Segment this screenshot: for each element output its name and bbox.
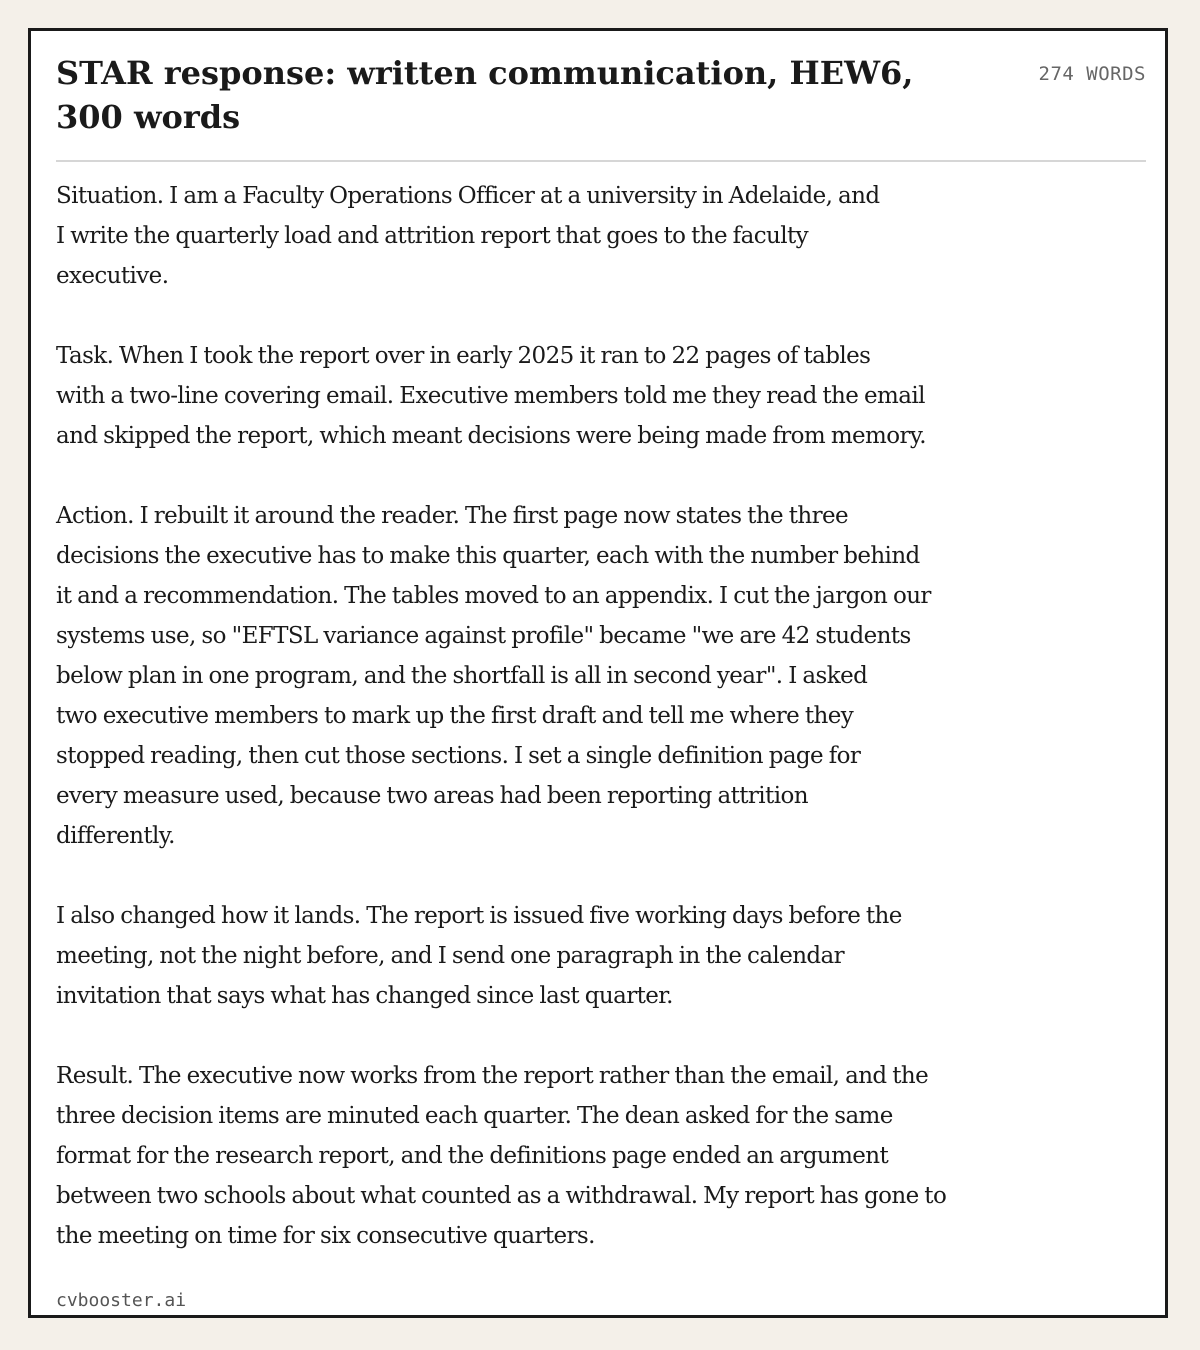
star-response-card <box>28 28 1168 1318</box>
paragraph-action-continued: I also changed how it lands. The report is issued five working days before the meeting, not the night before, and I send one paragraph in the calendar invitation that says what has changed since last quarter. <box>56 903 902 1009</box>
card-header <box>56 51 1146 139</box>
word-count-badge: 274 WORDS <box>1038 63 1146 85</box>
footer-brand: cvbooster.ai <box>56 1290 187 1311</box>
paragraph-result: Result. The executive now works from the report rather than the email, and the three decision items are minuted each quarter. The dean asked for the same format for the research report, and the definitions page ended an argument between two schools about what counted as a withdrawal. My report has gone to the meeting on time for six consecutive quarters. <box>56 1063 947 1249</box>
paragraph-task: Task. When I took the report over in early 2025 it ran to 22 pages of tables with a two-line covering email. Executive members told me they read the email and skipped the report, which meant decisions were being made from memory. <box>56 343 926 449</box>
paragraph-situation: Situation. I am a Faculty Operations Officer at a university in Adelaide, and I write the quarterly load and attrition report that goes to the faculty executive. <box>56 183 880 289</box>
paragraph-action: Action. I rebuilt it around the reader. The first page now states the three decisions the executive has to make this quarter, each with the number behind it and a recommendation. The tables moved to an appendix. I cut the jargon our systems use, so "EFTSL variance against profile" became "we are 42 students below plan in one program, and the shortfall is all in second year". I asked two executive members to mark up the first draft and tell me where they stopped reading, then cut those sections. I set a single definition page for every measure used, because two areas had been reporting attrition differently. <box>56 503 931 849</box>
header-divider <box>56 160 1146 162</box>
response-body <box>56 176 1036 1256</box>
page-title: STAR response: written communication, HEW6, 300 words <box>56 54 914 136</box>
